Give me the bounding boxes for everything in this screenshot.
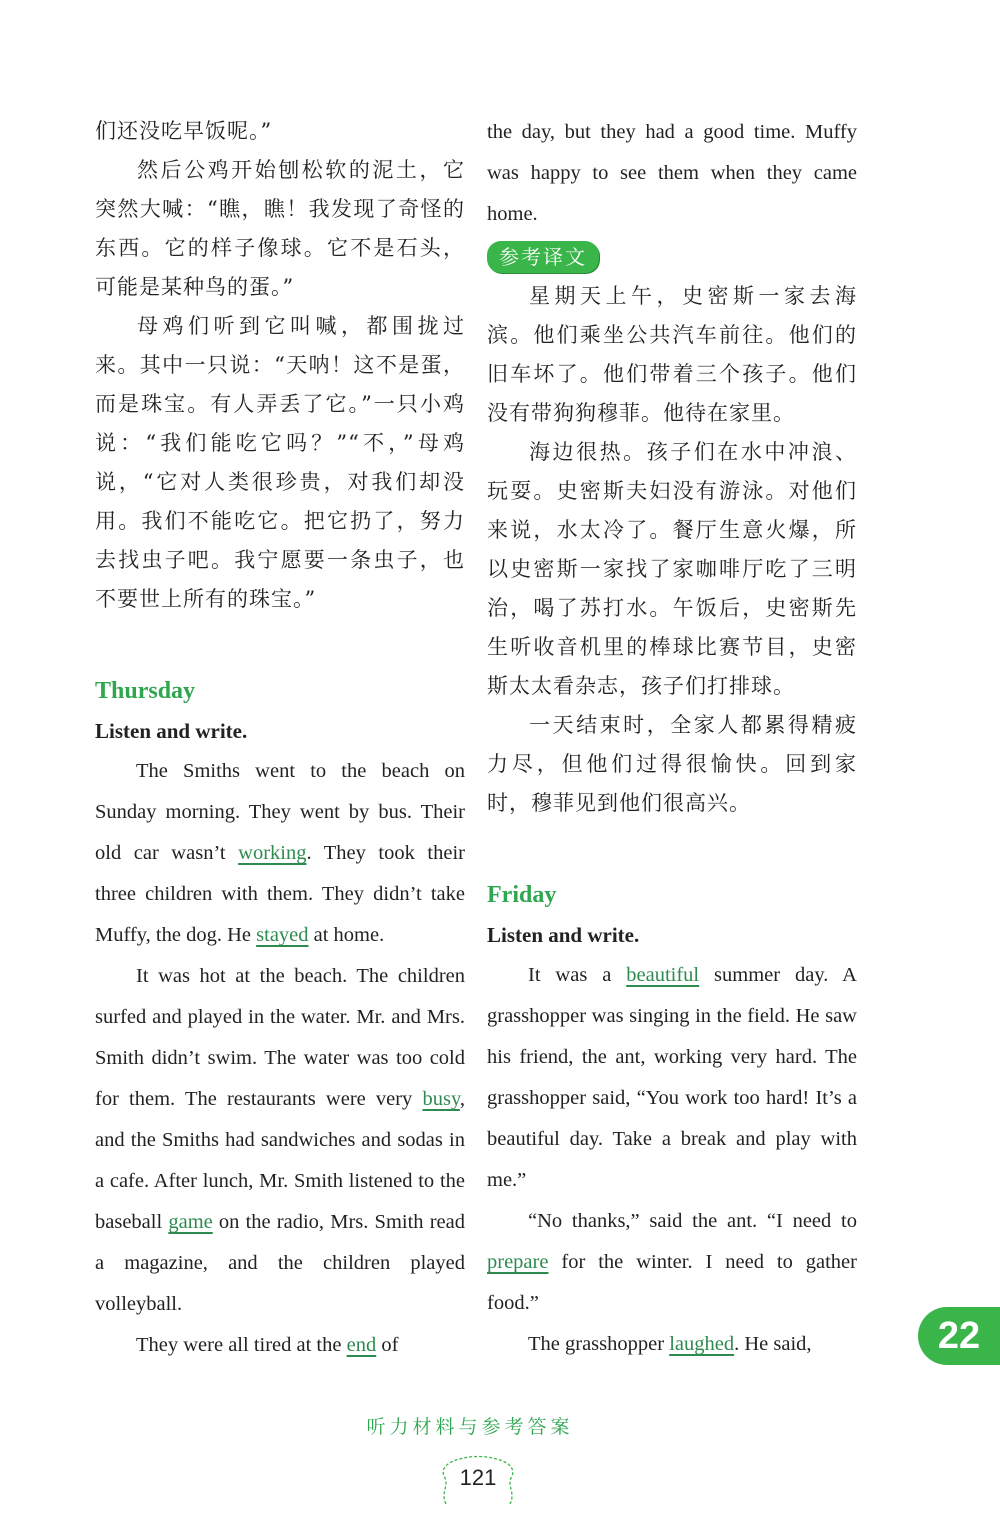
section-title-friday: Friday <box>487 882 557 908</box>
page-number <box>438 1452 518 1504</box>
text-run: on the radio, Mrs. Smith read a magazine, and the children played volleyball. <box>95 1211 465 1315</box>
chinese-paragraph: 们还没吃早饭呢。” <box>95 119 273 143</box>
english-paragraph <box>95 751 465 956</box>
answer-blank: laughed <box>669 1333 735 1355</box>
chinese-paragraph: 海边很热。孩子们在水中冲浪、玩耍。史密斯夫妇没有游泳。对他们来说，水太冷了。餐厅生意火爆，所以史密斯一家找了家咖啡厅吃了三明治，喝了苏打水。午饭后，史密斯先生听收音机里的棒球比赛节目，史密斯太太看杂志，孩子们打排球。 <box>487 440 857 698</box>
text-run: for the winter. I need to gather food.” <box>487 1251 857 1314</box>
instruction: Listen and write. <box>95 719 248 743</box>
text-run: at home. <box>308 924 385 946</box>
english-paragraph <box>487 1201 857 1324</box>
text-run: . He said, <box>734 1333 812 1355</box>
text-run: , and the Smiths had sandwiches and sodas in a cafe. After lunch, Mr. Smith listened to the baseball <box>95 1088 465 1233</box>
answer-blank: working <box>238 842 307 864</box>
answer-blank: beautiful <box>626 964 700 986</box>
left-column <box>95 112 465 1366</box>
english-paragraph <box>95 956 465 1325</box>
answer-blank: busy <box>422 1088 460 1110</box>
chinese-paragraph: 然后公鸡开始刨松软的泥土，它突然大喊：“瞧，瞧！我发现了奇怪的东西。它的样子像球。它不是石头，可能是某种鸟的蛋。” <box>95 158 465 299</box>
answer-blank: stayed <box>256 924 309 946</box>
text-run: The grasshopper <box>528 1333 670 1355</box>
english-paragraph <box>487 1324 857 1365</box>
text-run: It was hot at the beach. The children surfed and played in the water. Mr. and Mrs. Smith didn’t swim. The water was too cold for them. The restaurants were very <box>95 965 465 1110</box>
unit-tab: 22 <box>918 1307 1000 1365</box>
footer-title: 听力材料与参考答案 <box>366 1416 574 1438</box>
page-number-text: 121 <box>459 1465 497 1490</box>
chinese-paragraph: 一天结束时，全家人都累得精疲力尽，但他们过得很愉快。回到家时，穆菲见到他们很高兴。 <box>487 713 857 815</box>
chinese-paragraph: 母鸡们听到它叫喊，都围拢过来。其中一只说：“天呐！这不是蛋，而是珠宝。有人弄丢了它。”一只小鸡说：“我们能吃它吗？”“不，”母鸡说，“它对人类很珍贵，对我们却没用。我们不能吃它。把它扔了，努力去找虫子吧。我宁愿要一条虫子，也不要世上所有的珠宝。” <box>95 314 465 611</box>
text-run: . They took their three children with them. They didn’t take Muffy, the dog. He <box>95 842 465 946</box>
text-run: The Smiths went to the beach on Sunday morning. They went by bus. Their old car wasn’t <box>95 760 465 864</box>
answer-blank: end <box>346 1334 377 1356</box>
instruction: Listen and write. <box>487 923 640 947</box>
text-run: summer day. A grasshopper was singing in the field. He saw his friend, the ant, working very hard. The grasshopper said, “You work too hard! It’s a beautiful day. Take a break and play with me.” <box>487 964 857 1191</box>
text-run: It was a <box>528 964 627 986</box>
chinese-paragraph: 星期天上午，史密斯一家去海滨。他们乘坐公共汽车前往。他们的旧车坏了。他们带着三个孩子。他们没有带狗狗穆菲。他待在家里。 <box>487 284 857 425</box>
answer-blank: prepare <box>487 1251 549 1273</box>
text-run: of <box>376 1334 399 1356</box>
english-paragraph <box>487 955 857 1201</box>
text-run: “No thanks,” said the ant. “I need to <box>528 1210 857 1232</box>
right-column <box>487 112 857 1365</box>
reference-translation-badge: 参考译文 <box>487 241 599 273</box>
section-title-thursday: Thursday <box>95 678 196 704</box>
text-run: They were all tired at the <box>136 1334 347 1356</box>
english-paragraph <box>95 1325 465 1366</box>
answer-blank: game <box>168 1211 213 1233</box>
english-paragraph: the day, but they had a good time. Muffy was happy to see them when they came home. <box>487 121 857 225</box>
